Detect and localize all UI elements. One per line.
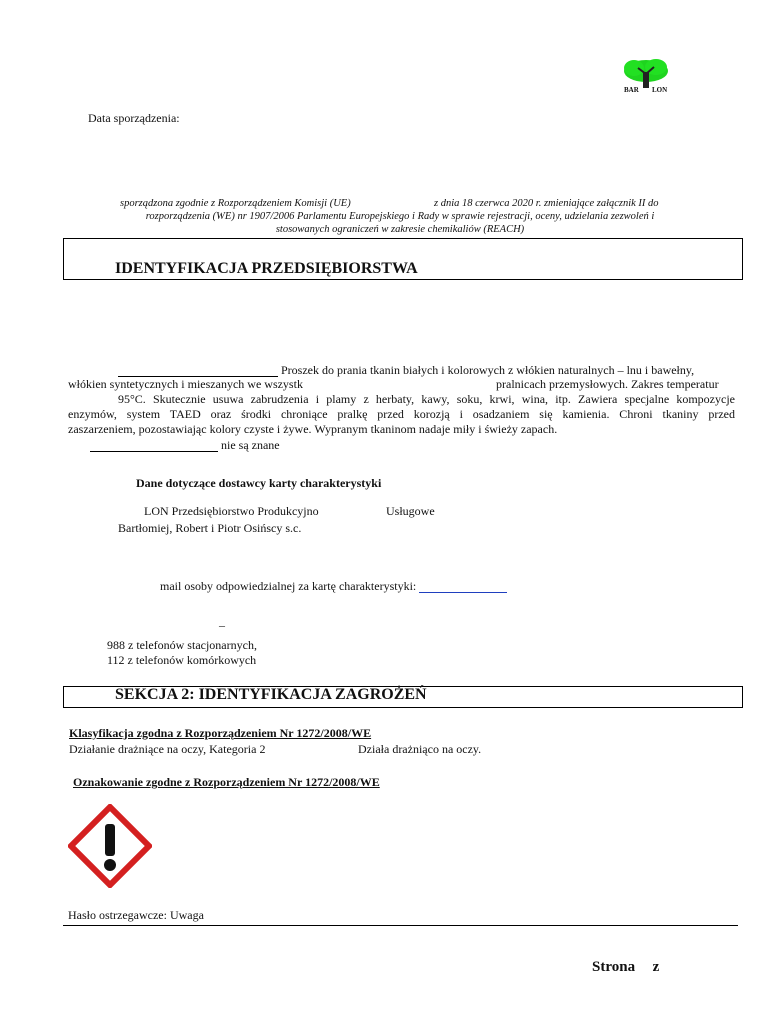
email-label: mail osoby odpowiedzialnej za kartę charakterystyki: xyxy=(160,579,417,593)
uses-unknown-text: nie są znane xyxy=(221,438,280,452)
product-line-4: enzymów, system TAED oraz środki chroniące pralkę przed korozją i osadzaniem się kamienia. Chroni tkaniny przed xyxy=(68,407,735,421)
product-line-1 xyxy=(118,363,735,377)
page-number-label xyxy=(592,959,659,976)
regulation-line-3: stosowanych ograniczeń w zakresie chemikaliów (REACH) xyxy=(275,224,525,235)
logo-text-right: LON xyxy=(652,86,668,94)
supplier-name-1a: LON Przedsiębiorstwo Produkcyjno xyxy=(144,504,319,518)
regulation-line-1b: z dnia 18 czerwca 2020 r. zmieniające załącznik II do xyxy=(434,198,659,209)
product-line-3: 95°C. Skutecznie usuwa zabrudzenia i plamy z herbaty, kawy, soku, krwi, wina, itp. Zawiera specjalne kompozycje xyxy=(118,392,735,406)
regulation-line-2: rozporządzenia (WE) nr 1907/2006 Parlamentu Europejskiego i Rady w sprawie rejestracji, oceny, udzielania zezwoleń i xyxy=(145,211,655,222)
classification-category: Działanie drażniące na oczy, Kategoria 2 xyxy=(69,742,266,756)
emergency-line-1: 988 z telefonów stacjonarnych, xyxy=(107,638,257,652)
product-line-2b: pralnicach przemysłowych. Zakres temperatur xyxy=(496,377,719,391)
classification-heading: Klasyfikacja zgodna z Rozporządzeniem Nr 1272/2008/WE xyxy=(69,726,372,740)
signal-word: Hasło ostrzegawcze: Uwaga xyxy=(68,908,204,922)
logo-text-left: BAR xyxy=(624,86,639,94)
exclamation-mark-hazard-icon xyxy=(68,804,152,888)
email-link[interactable] xyxy=(419,580,507,593)
of-word: z xyxy=(652,959,660,975)
product-line-2a: włókien syntetycznych i mieszanych we wszystk xyxy=(68,377,303,391)
email-row xyxy=(160,579,507,593)
date-label: Data sporządzenia: xyxy=(88,111,180,125)
regulation-line-1a: sporządzona zgodnie z Rozporządzeniem Komisji (UE) xyxy=(120,198,351,209)
labelling-heading: Oznakowanie zgodne z Rozporządzeniem Nr 1272/2008/WE xyxy=(73,775,380,789)
emergency-line-2: 112 z telefonów komórkowych xyxy=(107,653,257,667)
supplier-heading: Dane dotyczące dostawcy karty charakterystyki xyxy=(136,476,382,490)
ghs-pictogram xyxy=(68,804,152,888)
company-logo xyxy=(620,58,672,98)
classification-statement: Działa drażniąco na oczy. xyxy=(358,742,482,756)
uses-blank xyxy=(90,439,218,452)
product-name-blank xyxy=(118,364,278,377)
product-line-5: zaszarzeniem, pozostawiając kolory czyste i żywe. Wypranym tkaninom nadaje miły i świeży zapach. xyxy=(68,422,558,436)
supplier-name-1b: Usługowe xyxy=(386,504,435,518)
supplier-name-2: Bartłomiej, Robert i Piotr Osińscy s.c. xyxy=(118,521,302,535)
uses-advised-against xyxy=(90,438,280,452)
tree-icon xyxy=(620,58,672,88)
emergency-dash: – xyxy=(219,618,225,632)
section-2-title: SEKCJA 2: IDENTYFIKACJA ZAGROŻEŃ xyxy=(115,686,427,703)
footer-divider xyxy=(63,925,738,926)
page-word: Strona xyxy=(592,959,636,975)
section-1-title: IDENTYFIKACJA PRZEDSIĘBIORSTWA xyxy=(115,260,418,277)
product-desc-1: Proszek do prania tkanin białych i kolorowych z włókien naturalnych – lnu i bawełny, xyxy=(281,363,695,377)
